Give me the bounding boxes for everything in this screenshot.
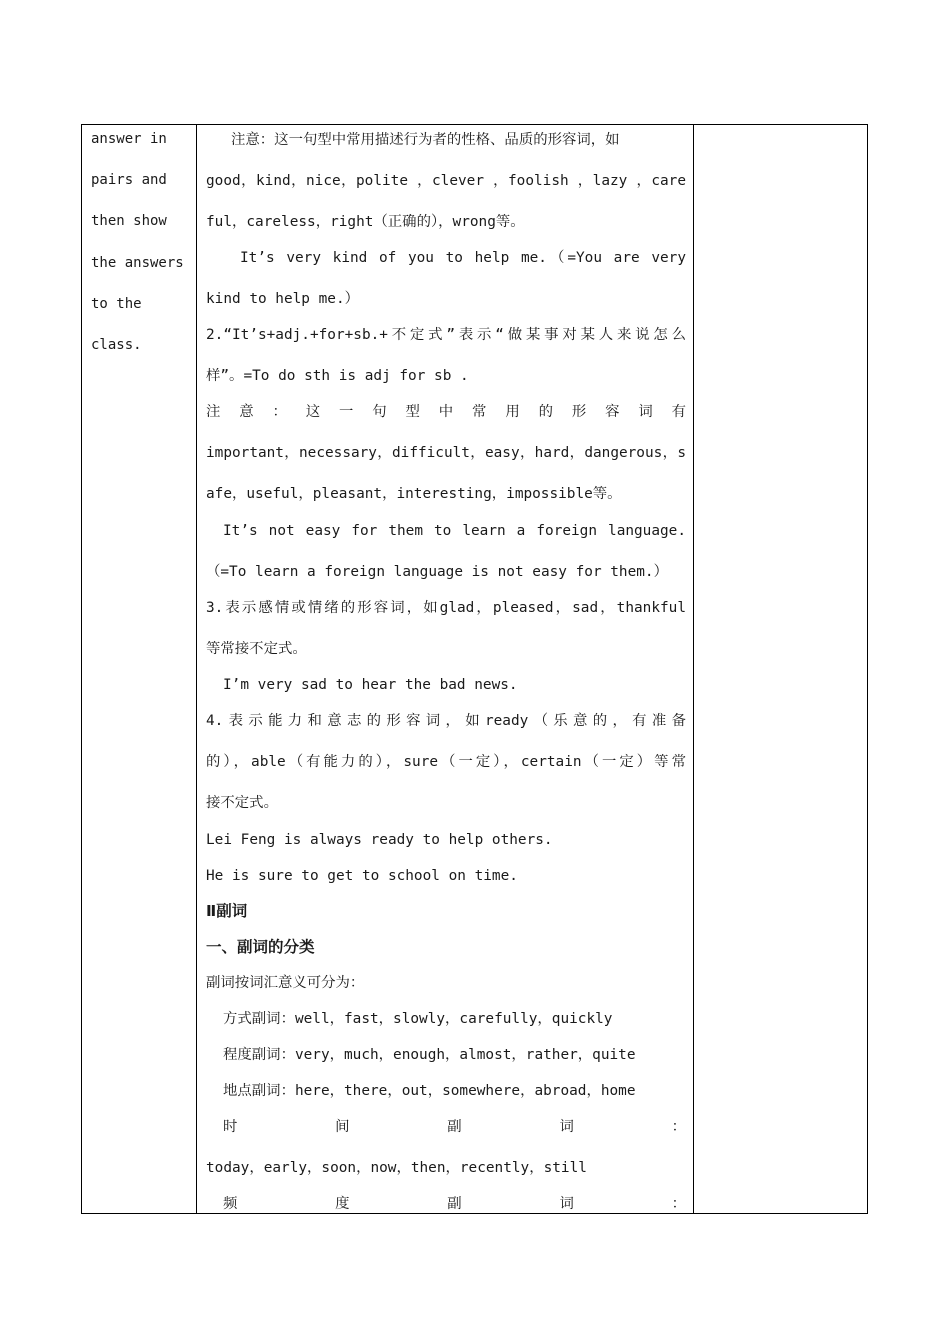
column-divider	[196, 125, 197, 1213]
example-line: It’s very kind of you to help me.（=You are very	[240, 250, 686, 266]
example-line: It’s not easy for them to learn a foreign language.	[223, 523, 686, 539]
activity-line: the answers	[91, 254, 184, 271]
example-line: （=To learn a foreign language is not easy for them.）	[206, 564, 668, 580]
lesson-table	[81, 124, 868, 1214]
adverb-type-line: 方式副词：well，fast，slowly，carefully，quickly	[223, 1011, 613, 1027]
adverb-type-line: 程度副词：very，much，enough，almost，rather，quite	[223, 1047, 636, 1063]
content-cell	[198, 125, 694, 1213]
example-line: Lei Feng is always ready to help others.	[206, 832, 553, 848]
example-line: He is sure to get to school on time.	[206, 868, 518, 884]
example-line: I’m very sad to hear the bad news.	[223, 677, 518, 693]
activity-cell	[82, 125, 196, 1213]
rule-heading: 3.表示感情或情绪的形容词，如glad，pleased，sad，thankful	[206, 600, 686, 616]
activity-line: answer in	[91, 131, 167, 147]
note-line: 注 意 ： 这 一 句 型 中 常 用 的 形 容 词 有	[206, 404, 686, 420]
adverb-type-line: 地点副词：here，there，out，somewhere，abroad，home	[223, 1083, 636, 1099]
activity-line: then show	[91, 213, 167, 230]
note-line: 注意：这一句型中常用描述行为者的性格、品质的形容词，如	[231, 132, 620, 148]
text-line: 样”。=To do sth is adj for sb .	[206, 368, 469, 384]
text-line: important，necessary，difficult，easy，hard，dangerous，s	[206, 445, 686, 461]
text-line: ful，careless，right（正确的），wrong等。	[206, 214, 525, 230]
rule-heading: 4.表示能力和意志的形容词，如ready（乐意的，有准备	[206, 713, 686, 729]
text-line: 的），able（有能力的），sure（一定），certain（一定）等常	[206, 754, 686, 770]
section-subheading: 一、副词的分类	[206, 938, 315, 956]
adverb-type-line: today，early，soon，now，then，recently，still	[206, 1160, 587, 1176]
activity-line: pairs and	[91, 172, 167, 189]
section-heading: Ⅱ副词	[206, 902, 248, 920]
text-line: afe，useful，pleasant，interesting，impossible等。	[206, 486, 622, 502]
text-line: 等常接不定式。	[206, 641, 307, 657]
notes-cell	[695, 125, 867, 1213]
text-line: 副词按词汇意义可分为：	[206, 975, 365, 991]
adverb-type-label: 时 间 副 词 ：	[223, 1119, 686, 1135]
activity-line: to the	[91, 295, 142, 312]
text-line: 接不定式。	[206, 795, 278, 811]
text-line: good，kind，nice，polite ，clever ，foolish ，lazy ，care	[206, 173, 686, 189]
adverb-type-label: 频 度 副 词 ：	[223, 1196, 686, 1212]
rule-heading: 2.“It’s+adj.+for+sb.+不定式”表示“做某事对某人来说怎么	[206, 327, 686, 343]
example-line: kind to help me.）	[206, 291, 360, 307]
activity-line: class.	[91, 336, 142, 353]
